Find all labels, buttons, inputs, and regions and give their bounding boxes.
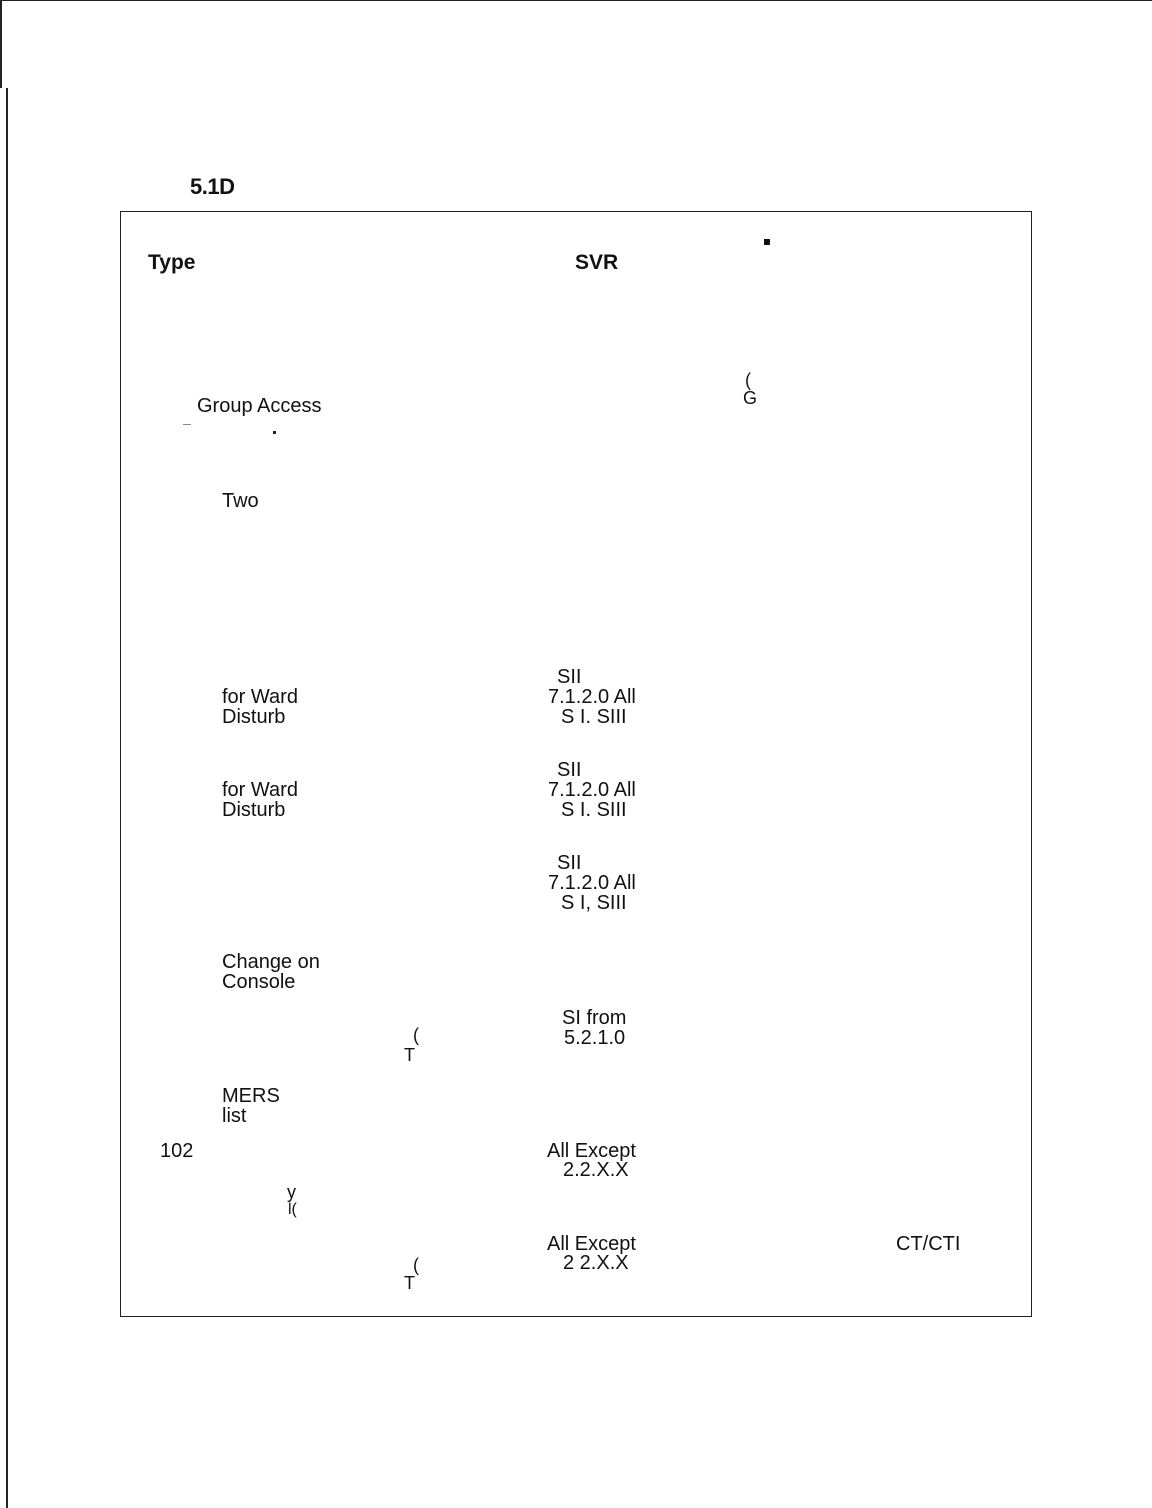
header-type: Type bbox=[148, 251, 196, 274]
scan-speck bbox=[183, 424, 191, 425]
left-rule-lower bbox=[6, 88, 8, 1508]
row-b-svr3: S I. SIII bbox=[561, 799, 627, 821]
version-5210: 5.2.1.0 bbox=[564, 1027, 626, 1049]
mers-label: MERS bbox=[222, 1085, 280, 1107]
row-c-svr3: S I, SIII bbox=[561, 892, 627, 914]
si-from-label: SI from bbox=[562, 1007, 627, 1029]
fragment-paren: ( bbox=[413, 1025, 419, 1045]
change-on-label: Change on bbox=[222, 951, 320, 973]
row-b-line2: Disturb bbox=[222, 799, 286, 821]
fragment-t: T bbox=[404, 1045, 415, 1065]
top-rule bbox=[0, 0, 1152, 1]
number-102: 102 bbox=[160, 1140, 194, 1162]
all-except-label-1: All Except bbox=[547, 1140, 636, 1162]
left-rule-upper bbox=[0, 0, 2, 88]
all-except-label-2: All Except bbox=[547, 1233, 636, 1255]
row-a-svr2: 7.1.2.0 All bbox=[548, 686, 636, 708]
scan-speck bbox=[273, 431, 276, 434]
fragment-paren: ( bbox=[745, 370, 751, 390]
bullet-mark bbox=[764, 239, 770, 245]
row-a-svr3: S I. SIII bbox=[561, 706, 627, 728]
ct-cti-label: CT/CTI bbox=[896, 1233, 961, 1255]
row-a-line2: Disturb bbox=[222, 706, 286, 728]
group-access-label: Group Access bbox=[197, 395, 322, 417]
table-title: 5.1D bbox=[190, 174, 235, 199]
version-22xx-1: 2.2.X.X bbox=[563, 1159, 629, 1181]
fragment-paren: ( bbox=[413, 1255, 419, 1275]
two-label: Two bbox=[222, 490, 259, 512]
row-c-svr1: SII bbox=[557, 852, 582, 874]
console-label: Console bbox=[222, 971, 296, 993]
fragment-y: y bbox=[287, 1182, 296, 1202]
fragment-g: G bbox=[743, 388, 758, 408]
row-b-line1: for Ward bbox=[222, 779, 298, 801]
row-a-line1: for Ward bbox=[222, 686, 298, 708]
header-svr: SVR bbox=[575, 251, 619, 274]
fragment-i: l( bbox=[288, 1201, 297, 1218]
row-b-svr2: 7.1.2.0 All bbox=[548, 779, 636, 801]
fragment-t: T bbox=[404, 1273, 415, 1293]
row-c-svr2: 7.1.2.0 All bbox=[548, 872, 636, 894]
row-b-svr1: SII bbox=[557, 759, 582, 781]
row-a-svr1: SII bbox=[557, 666, 582, 688]
version-22xx-2: 2 2.X.X bbox=[563, 1252, 629, 1274]
list-label: list bbox=[222, 1105, 247, 1127]
